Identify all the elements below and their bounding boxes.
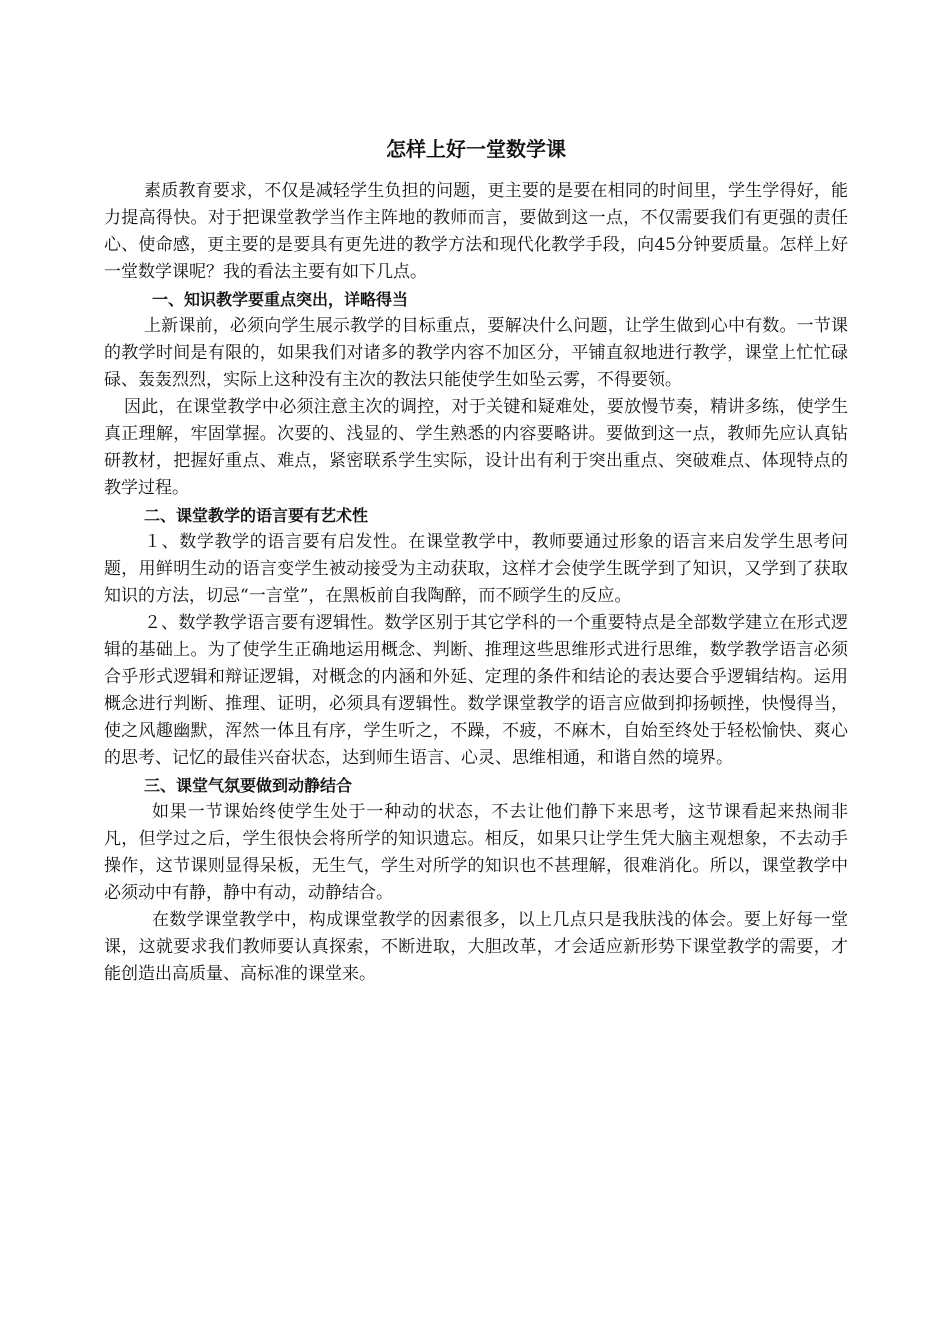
closing-paragraph: 在数学课堂教学中，构成课堂教学的因素很多，以上几点只是我肤浅的体会。要上好每一堂课，这就要求我们教师要认真探索，不断进取，大胆改革，才会适应新形势下课堂教学的需要，才能创造出高质量、高标准的课堂来。	[104, 910, 848, 984]
section-2-paragraph-1: １、数学教学的语言要有启发性。在课堂教学中，教师要通过形象的语言来启发学生思考问题，用鲜明生动的语言变学生被动接受为主动获取，这样才会使学生既学到了知识，又学到了获取知识的方法，切忌“一言堂”，在黑板前自我陶醉，而不顾学生的反应。	[104, 532, 848, 606]
section-1-heading: 一、知识教学要重点突出，详略得当	[152, 290, 409, 309]
section-1-paragraph-2: 因此，在课堂教学中必须注意主次的调控，对于关键和疑难处，要放慢节奏，精讲多练，使学生真正理解，牢固掌握。次要的、浅显的、学生熟悉的内容要略讲。要做到这一点，教师先应认真钻研教材，把握好重点、难点，紧密联系学生实际，设计出有利于突出重点、突破难点、体现特点的教学过程。	[104, 397, 848, 498]
section-3-paragraph-1: 如果一节课始终使学生处于一种动的状态，不去让他们静下来思考，这节课看起来热闹非凡，但学过之后，学生很快会将所学的知识遗忘。相反，如果只让学生凭大脑主观想象，不去动手操作，这节课则显得呆板，无生气，学生对所学的知识也不甚理解，很难消化。所以，课堂教学中必须动中有静，静中有动，动静结合。	[104, 802, 848, 903]
section-2-heading: 二、课堂教学的语言要有艺术性	[144, 506, 369, 525]
document-page	[104, 130, 848, 988]
section-1-paragraph-1: 上新课前，必须向学生展示教学的目标重点，要解决什么问题，让学生做到心中有数。一节课的教学时间是有限的，如果我们对诸多的教学内容不加区分，平铺直叙地进行教学，课堂上忙忙碌碌、轰轰烈烈，实际上这种没有主次的教法只能使学生如坠云雾，不得要领。	[104, 316, 848, 390]
intro-paragraph: 素质教育要求，不仅是减轻学生负担的问题，更主要的是要在相同的时间里，学生学得好，能力提高得快。对于把课堂教学当作主阵地的教师而言，要做到这一点，不仅需要我们有更强的责任心、使命感，更主要的是要具有更先进的教学方法和现代化教学手段，向45分钟要质量。怎样上好一堂数学课呢？我的看法主要有如下几点。	[104, 181, 848, 282]
section-3-heading: 三、课堂气氛要做到动静结合	[144, 776, 353, 795]
section-2-paragraph-2: ２、数学教学语言要有逻辑性。数学区别于其它学科的一个重要特点是全部数学建立在形式逻辑的基础上。为了使学生正确地运用概念、判断、推理这些思维形式进行思维，数学教学语言必须合乎形式逻辑和辩证逻辑，对概念的内涵和外延、定理的条件和结论的表达要合乎逻辑结构。运用概念进行判断、推理、证明，必须具有逻辑性。数学课堂教学的语言应做到抑扬顿挫，快慢得当，使之风趣幽默，浑然一体且有序，学生听之，不躁，不疲，不麻木，自始至终处于轻松愉快、爽心的思考、记忆的最佳兴奋状态，达到师生语言、心灵、思维相通，和谐自然的境界。	[104, 613, 848, 768]
document-title: 怎样上好一堂数学课	[386, 137, 566, 161]
